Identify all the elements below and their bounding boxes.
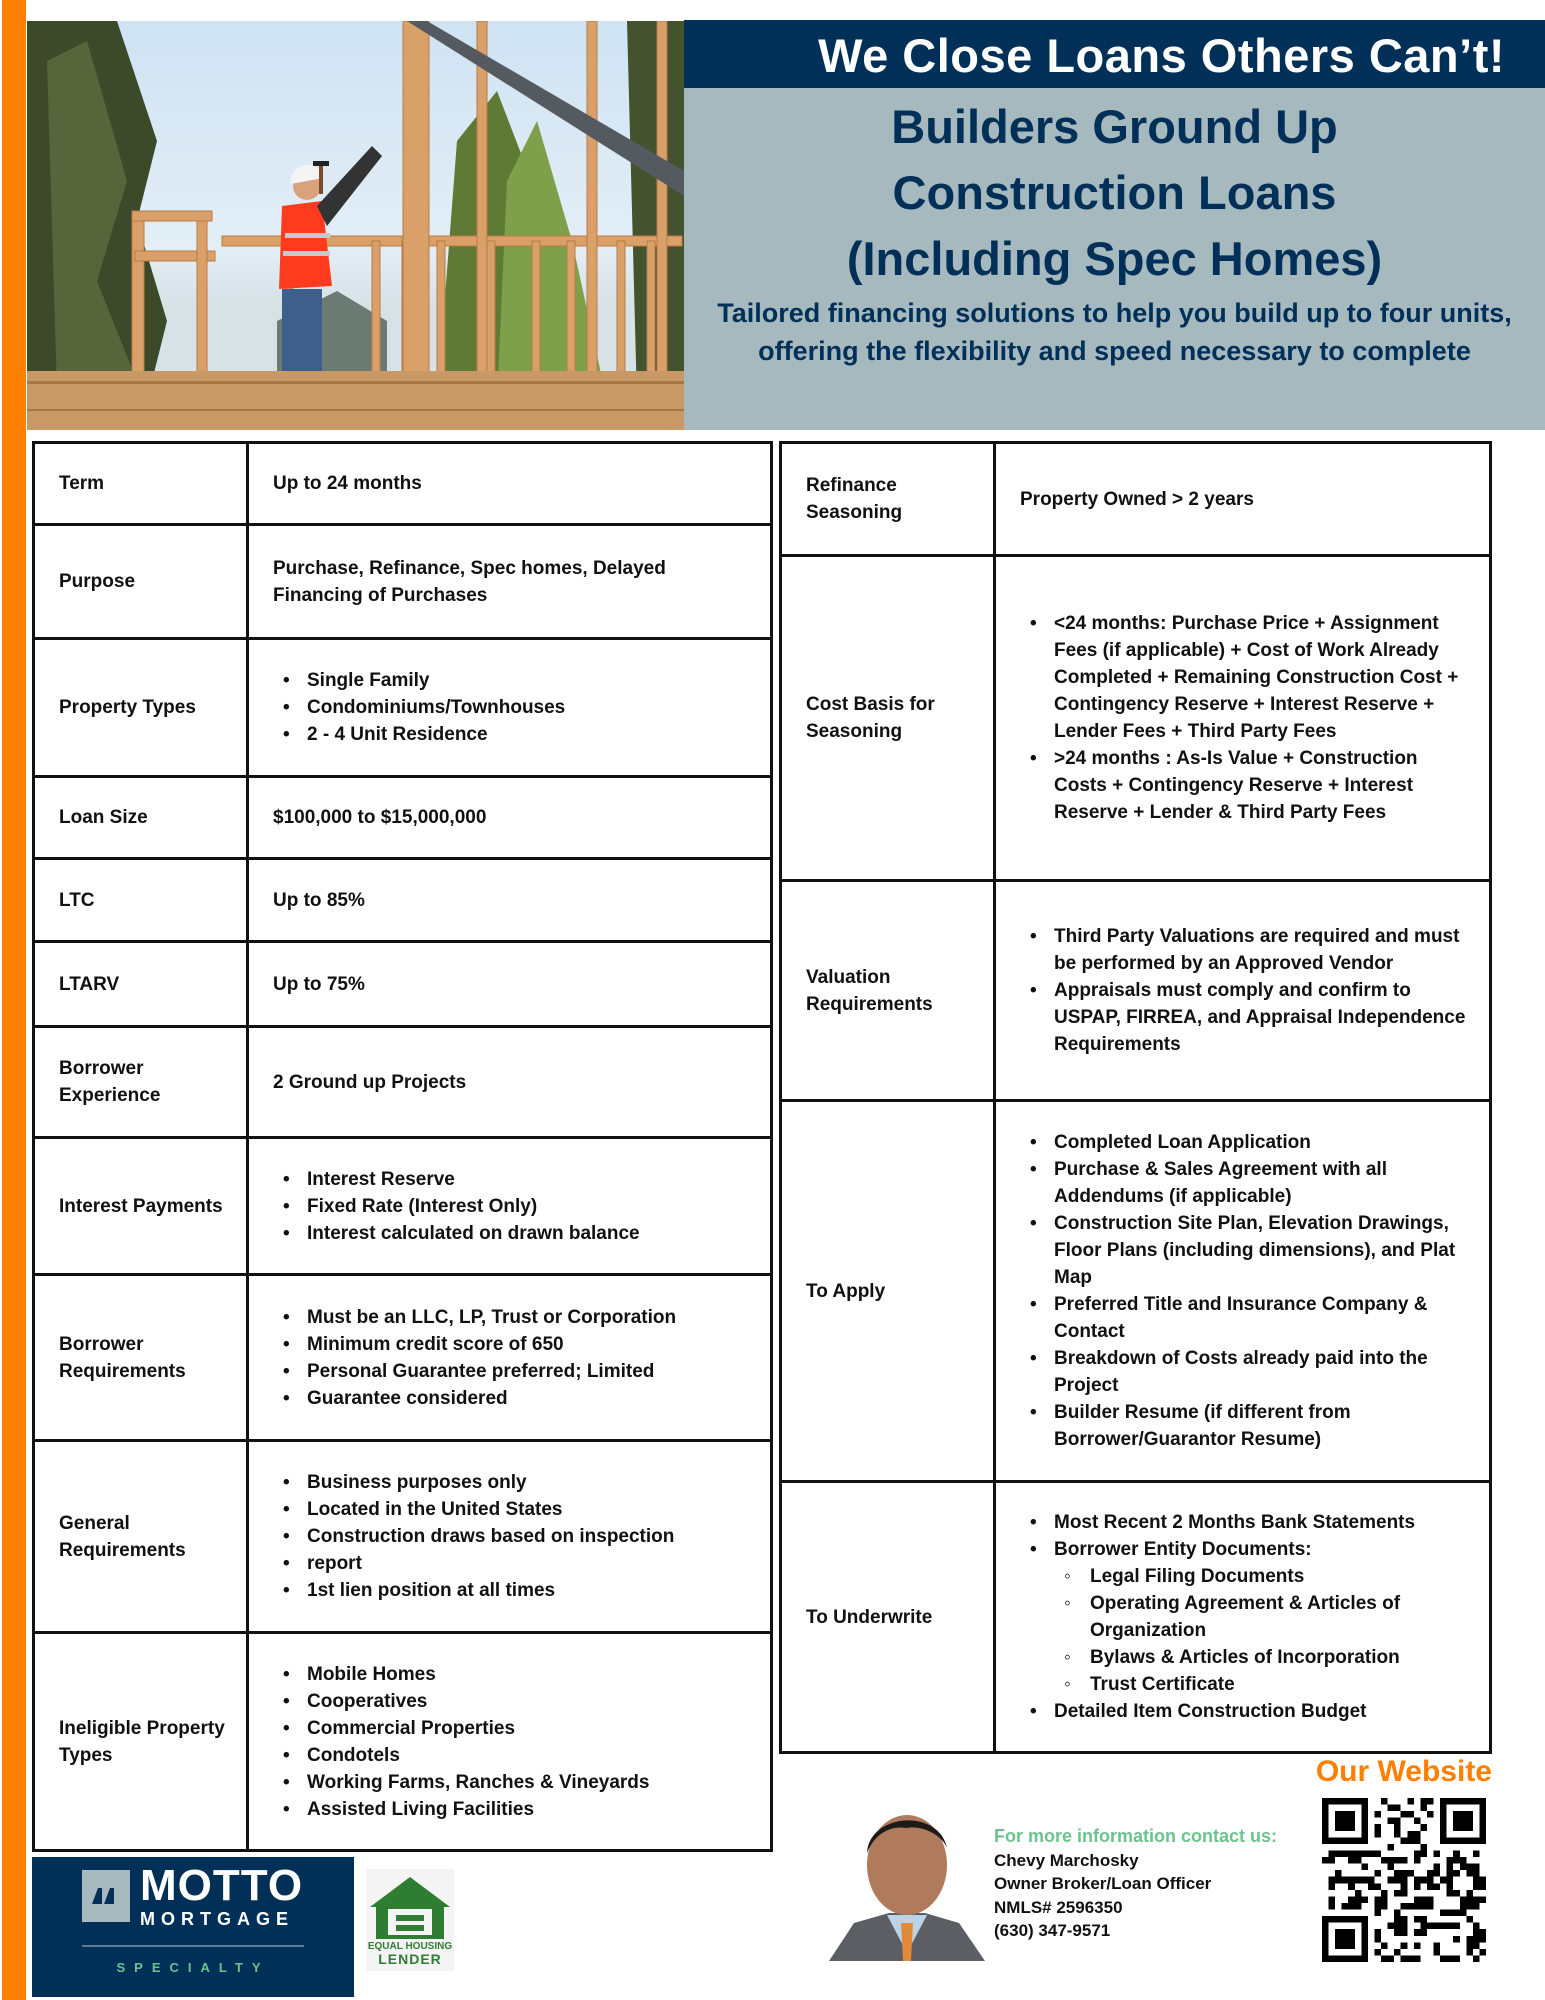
row-label: Loan Size: [34, 777, 248, 859]
bullet-list: [273, 1304, 756, 1412]
table-row: [34, 1138, 772, 1275]
row-value: 2 Ground up Projects: [248, 1027, 772, 1138]
row-label: LTC: [34, 859, 248, 942]
table-row: [34, 1027, 772, 1138]
list-item: • Appraisals must comply and confirm to USPAP, FIRREA, and Appraisal Independence Requirements: [1030, 977, 1475, 1058]
list-item: • Interest Reserve: [283, 1166, 756, 1193]
row-value: [248, 1275, 772, 1441]
sub-list-item: ◦ Trust Certificate: [1054, 1671, 1475, 1698]
row-label: Borrower Experience: [34, 1027, 248, 1138]
contact-block: [994, 1825, 1277, 1943]
table-row: [34, 443, 772, 525]
list-item: • Breakdown of Costs already paid into the Project: [1030, 1345, 1475, 1399]
motto-mortgage-logo: [32, 1857, 354, 1997]
house-icon: [366, 1869, 454, 1941]
row-label: General Requirements: [34, 1441, 248, 1633]
sub-list-item: ◦ Legal Filing Documents: [1054, 1563, 1475, 1590]
table-row: [781, 1482, 1491, 1753]
table-row: [34, 1441, 772, 1633]
list-item: • Construction Site Plan, Elevation Drawings, Floor Plans (including dimensions), and Plat Map: [1030, 1210, 1475, 1291]
table-row: [34, 777, 772, 859]
bullet-list: [273, 1166, 756, 1247]
equal-housing-lender-logo: [366, 1869, 454, 1971]
list-item: • 2 - 4 Unit Residence: [283, 721, 756, 748]
contact-name: Chevy Marchosky: [994, 1850, 1139, 1870]
list-item: • Condominiums/Townhouses: [283, 694, 756, 721]
list-item: • Purchase & Sales Agreement with all Addendums (if applicable): [1030, 1156, 1475, 1210]
list-item: • Builder Resume (if different from Borrower/Guarantor Resume): [1030, 1399, 1475, 1453]
row-value: Purchase, Refinance, Spec homes, Delayed Financing of Purchases: [248, 525, 772, 639]
list-item: • Cooperatives: [283, 1688, 756, 1715]
motto-mark-icon: [82, 1870, 130, 1922]
bullet-list: [273, 667, 756, 748]
row-label: Cost Basis for Seasoning: [781, 556, 995, 881]
contact-phone[interactable]: (630) 347-9571: [994, 1921, 1111, 1940]
list-item: • Minimum credit score of 650: [283, 1331, 756, 1358]
contact-role: Owner Broker/Loan Officer: [994, 1874, 1212, 1893]
list-item: • Completed Loan Application: [1030, 1129, 1475, 1156]
logo-wordmark: MOTTO: [140, 1861, 304, 1910]
banner-headline: We Close Loans Others Can’t!: [818, 29, 1505, 82]
row-label: Ineligible Property Types: [34, 1633, 248, 1851]
title-panel: [684, 88, 1545, 430]
row-value: Up to 24 months: [248, 443, 772, 525]
list-item: • Interest calculated on drawn balance: [283, 1220, 756, 1247]
list-item-text: Borrower Entity Documents:: [1054, 1539, 1312, 1560]
tagline: Tailored financing solutions to help you build up to four units, offering the flexibility and speed necessary to complete: [717, 298, 1512, 366]
table-row: [781, 1101, 1491, 1482]
accent-bar: [2, 0, 26, 2000]
logo-divider: [82, 1945, 304, 1947]
row-value: [248, 1441, 772, 1633]
row-label: LTARV: [34, 942, 248, 1027]
table-row: [34, 1275, 772, 1441]
row-label: Refinance Seasoning: [781, 443, 995, 556]
row-value: Up to 75%: [248, 942, 772, 1027]
page-title: [684, 94, 1545, 292]
list-item: • 1st lien position at all times: [283, 1577, 756, 1604]
contact-lead: For more information contact us:: [994, 1826, 1278, 1846]
row-value: [995, 1482, 1491, 1753]
ehl-label: EQUAL HOUSING: [367, 1941, 453, 1952]
bullet-list: [273, 1469, 756, 1604]
row-value: Property Owned > 2 years: [995, 443, 1491, 556]
title-line: Construction Loans: [892, 166, 1337, 219]
row-value: [248, 1138, 772, 1275]
list-item: • <24 months: Purchase Price + Assignment Fees (if applicable) + Cost of Work Already Completed + Remaining Construction Cost + Contingency Reserve + Interest Reserve + Lender Fees + Third Party Fees: [1030, 610, 1475, 745]
row-value: [995, 556, 1491, 881]
loan-officer-photo: [829, 1803, 985, 1961]
table-row: [34, 525, 772, 639]
list-item: • Detailed Item Construction Budget: [1030, 1698, 1475, 1725]
bullet-list: [1020, 1509, 1475, 1725]
sub-list-item: ◦ Bylaws & Articles of Incorporation: [1054, 1644, 1475, 1671]
header-banner: [684, 20, 1545, 88]
list-item: • >24 months : As-Is Value + Construction Costs + Contingency Reserve + Interest Reserve + Lender & Third Party Fees: [1030, 745, 1475, 826]
sub-bullet-list: [1054, 1563, 1475, 1698]
website-qr-code[interactable]: [1322, 1798, 1486, 1962]
logo-subword: MORTGAGE: [140, 1909, 294, 1929]
list-item: • Condotels: [283, 1742, 756, 1769]
list-item: • Mobile Homes: [283, 1661, 756, 1688]
list-item: • Single Family: [283, 667, 756, 694]
row-value: [248, 1633, 772, 1851]
row-value: $100,000 to $15,000,000: [248, 777, 772, 859]
row-value: [995, 881, 1491, 1101]
row-label: To Underwrite: [781, 1482, 995, 1753]
list-item: • Must be an LLC, LP, Trust or Corporation: [283, 1304, 756, 1331]
loan-terms-table-left: [32, 441, 773, 1852]
bullet-list: [1020, 610, 1475, 826]
contact-nmls: NMLS# 2596350: [994, 1897, 1123, 1917]
table-row: [781, 556, 1491, 881]
logo-tagline: SPECIALTY: [116, 1960, 270, 1975]
list-item: • report: [283, 1550, 756, 1577]
list-item: • Third Party Valuations are required and must be performed by an Approved Vendor: [1030, 923, 1475, 977]
list-item: [1030, 1536, 1475, 1698]
row-label: To Apply: [781, 1101, 995, 1482]
table-row: [34, 942, 772, 1027]
list-item: • Located in the United States: [283, 1496, 756, 1523]
list-item: • Construction draws based on inspection: [283, 1523, 756, 1550]
list-item: • Working Farms, Ranches & Vineyards: [283, 1769, 756, 1796]
table-row: [34, 639, 772, 777]
row-label: Interest Payments: [34, 1138, 248, 1275]
list-item: • Preferred Title and Insurance Company & Contact: [1030, 1291, 1475, 1345]
table-row: [781, 443, 1491, 556]
website-label: Our Website: [1315, 1755, 1492, 1788]
ehl-label: LENDER: [378, 1951, 442, 1967]
list-item: • Fixed Rate (Interest Only): [283, 1193, 756, 1220]
list-item: • Business purposes only: [283, 1469, 756, 1496]
row-label: Property Types: [34, 639, 248, 777]
title-line: (Including Spec Homes): [846, 232, 1383, 285]
list-item: • Personal Guarantee preferred; Limited: [283, 1358, 756, 1385]
list-item: • Most Recent 2 Months Bank Statements: [1030, 1509, 1475, 1536]
row-label: Valuation Requirements: [781, 881, 995, 1101]
list-item: • Commercial Properties: [283, 1715, 756, 1742]
title-line: Builders Ground Up: [891, 100, 1338, 153]
bullet-list: [273, 1661, 756, 1823]
table-row: [781, 881, 1491, 1101]
row-value: [248, 639, 772, 777]
row-value: Up to 85%: [248, 859, 772, 942]
row-value: [995, 1101, 1491, 1482]
bullet-list: [1020, 1129, 1475, 1453]
bullet-list: [1020, 923, 1475, 1058]
row-label: Borrower Requirements: [34, 1275, 248, 1441]
list-item: • Guarantee considered: [283, 1385, 756, 1412]
sub-list-item: ◦ Operating Agreement & Articles of Organization: [1054, 1590, 1475, 1644]
table-row: [34, 1633, 772, 1851]
hero-photo-construction-worker: [27, 21, 684, 430]
row-label: Term: [34, 443, 248, 525]
loan-terms-table-right: [779, 441, 1492, 1754]
table-row: [34, 859, 772, 942]
row-label: Purpose: [34, 525, 248, 639]
list-item: • Assisted Living Facilities: [283, 1796, 756, 1823]
